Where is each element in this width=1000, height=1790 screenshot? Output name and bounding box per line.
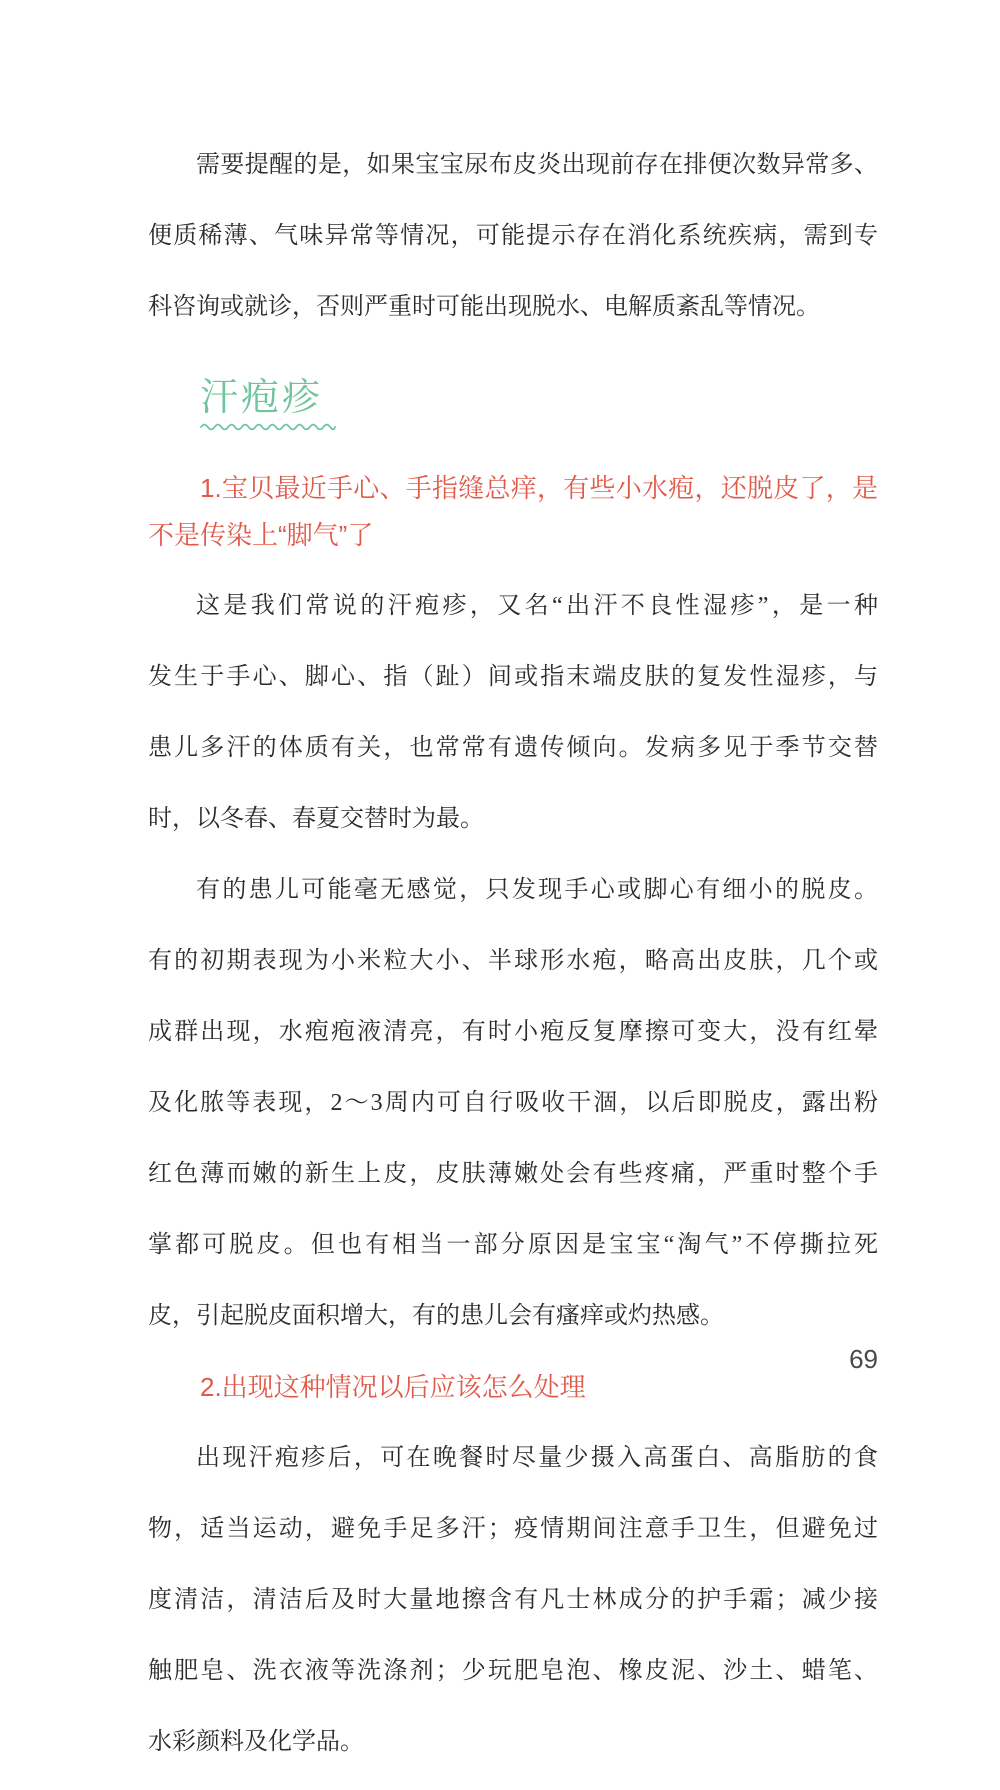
text-line: 时，以冬春、春夏交替时为最。 [148, 806, 484, 832]
text-line: 不是传染上“脚气”了 [148, 520, 374, 550]
text-line: 及化脓等表现，2～3周内可自行吸收干涸，以后即脱皮，露出粉 [148, 1090, 878, 1116]
question-2-heading [148, 1364, 878, 1411]
text-line: 有的初期表现为小米粒大小、半球形水疱，略高出皮肤，几个或 [148, 948, 878, 974]
page-content [148, 0, 878, 1790]
text-line: 发生于手心、脚心、指（趾）间或指末端皮肤的复发性湿疹，与 [148, 664, 878, 690]
wavy-underline-decoration [200, 421, 336, 433]
text-line: 患儿多汗的体质有关，也常常有遗传倾向。发病多见于季节交替 [148, 735, 878, 761]
text-line: 度清洁，清洁后及时大量地擦含有凡士林成分的护手霜；减少接 [148, 1587, 878, 1613]
answer-1-paragraph-2 [148, 867, 878, 1340]
text-line: 水彩颜料及化学品。 [148, 1729, 364, 1755]
text-line: 成群出现，水疱疱液清亮，有时小疱反复摩擦可变大，没有红晕 [148, 1019, 878, 1045]
section-heading [148, 375, 878, 433]
text-line: 便质稀薄、气味异常等情况，可能提示存在消化系统疾病，需到专 [148, 223, 878, 249]
text-line: 需要提醒的是，如果宝宝尿布皮炎出现前存在排便次数异常多、 [196, 152, 878, 178]
text-line: 红色薄而嫩的新生上皮，皮肤薄嫩处会有些疼痛，严重时整个手 [148, 1161, 878, 1187]
text-line: 这是我们常说的汗疱疹，又名“出汗不良性湿疹”，是一种 [196, 593, 878, 619]
text-line: 科咨询或就诊，否则严重时可能出现脱水、电解质紊乱等情况。 [148, 294, 820, 320]
text-line: 掌都可脱皮。但也有相当一部分原因是宝宝“淘气”不停撕拉死 [148, 1232, 878, 1258]
text-line: 有的患儿可能毫无感觉，只发现手心或脚心有细小的脱皮。 [196, 877, 878, 903]
answer-1-paragraph-1 [148, 583, 878, 843]
question-1-heading [148, 465, 878, 559]
text-line: 触肥皂、洗衣液等洗涤剂；少玩肥皂泡、橡皮泥、沙土、蜡笔、 [148, 1658, 878, 1684]
text-line: 皮，引起脱皮面积增大，有的患儿会有瘙痒或灼热感。 [148, 1303, 724, 1329]
intro-paragraph [148, 142, 878, 331]
text-line: 2.出现这种情况以后应该怎么处理 [200, 1372, 586, 1402]
text-line: 物，适当运动，避免手足多汗；疫情期间注意手卫生，但避免过 [148, 1516, 878, 1542]
page-number: 69 [849, 1344, 878, 1374]
answer-2-paragraph [148, 1435, 878, 1766]
text-line: 1.宝贝最近手心、手指缝总痒，有些小水疱，还脱皮了，是 [200, 473, 878, 503]
section-heading-text: 汗疱疹 [200, 377, 324, 419]
text-line: 出现汗疱疹后，可在晚餐时尽量少摄入高蛋白、高脂肪的食 [196, 1445, 878, 1471]
section-heading-wrap [200, 375, 336, 433]
